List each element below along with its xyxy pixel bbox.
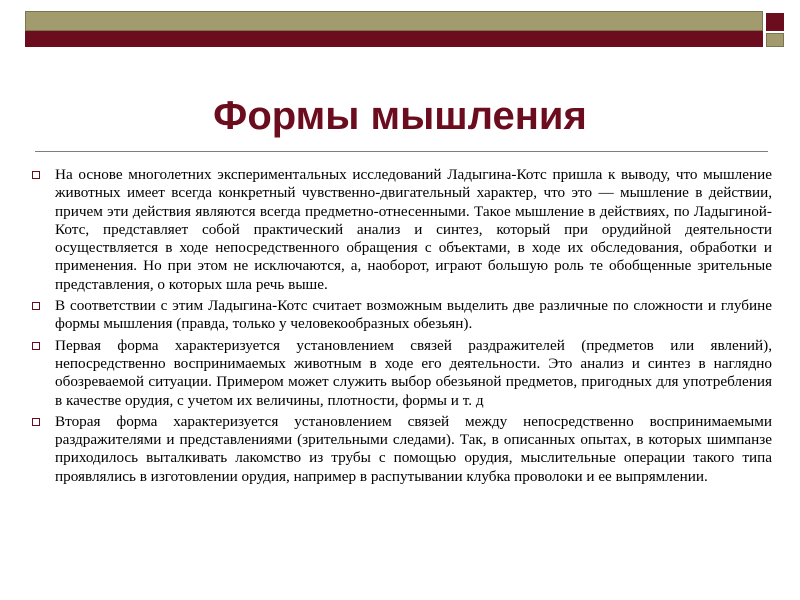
bullet-item [30,413,772,486]
bullet-text: В соответствии с этим Ладыгина-Котс считает возможным выделить две различные по сложности и глубине формы мышления (правда, только у человекообразных обезьян). [55,297,772,333]
square-bullet-icon [32,171,40,179]
square-bullet-icon [32,302,40,310]
header-maroon-square [766,13,784,31]
bullet-item [30,337,772,410]
header-olive-bar [25,11,763,31]
bullet-item [30,297,772,334]
square-bullet-icon [32,418,40,426]
header-olive-square [766,33,784,47]
square-bullet-icon [32,342,40,350]
bullet-text: Вторая форма характеризуется установлением связей между непосредственно воспринимаемыми раздражителями и представлениями (зрительными следами). Так, в описанных опытах, в которых шимпанзе приходилось выталкивать лакомство из трубы с помощью орудия, мыслительные операции такого типа проявлялись в изготовлении орудия, например в распутывании клубка проволоки и ее выпрямлении. [55,412,772,485]
bullet-text: Первая форма характеризуется установлением связей раздражителей (предметов или явлений), непосредственно воспринимаемых животным в ходе его деятельности. Это анализ и синтез в наглядно обозреваемой ситуации. Примером может служить выбор обезьяной предметов, пригодных для употребления в качестве орудия, с учетом их величины, плотности, формы и т. д [55,336,772,409]
slide-title: Формы мышления [213,94,587,138]
bullet-item [30,166,772,294]
title-divider [35,151,768,152]
slide-body [30,166,772,489]
header-maroon-bar [25,31,763,47]
bullet-text: На основе многолетних экспериментальных исследований Ладыгина-Котс пришла к выводу, что мышление животных имеет всегда конкретный чувственно-двигательный характер, что это — мышление в действии, причем эти действия являются всегда предметно-отнесенными. Такое мышление в действиях, по Ладыгиной-Котс, представляет собой практический анализ и синтез, который при орудийной деятельности осуществляется в ходе непосредственного обращения с объектами, в ходе их обследования, обработки и применения. Но при этом не исключаются, а, наоборот, играют большую роль те обобщенные зрительные представления, о которых шла речь выше. [55,166,772,293]
